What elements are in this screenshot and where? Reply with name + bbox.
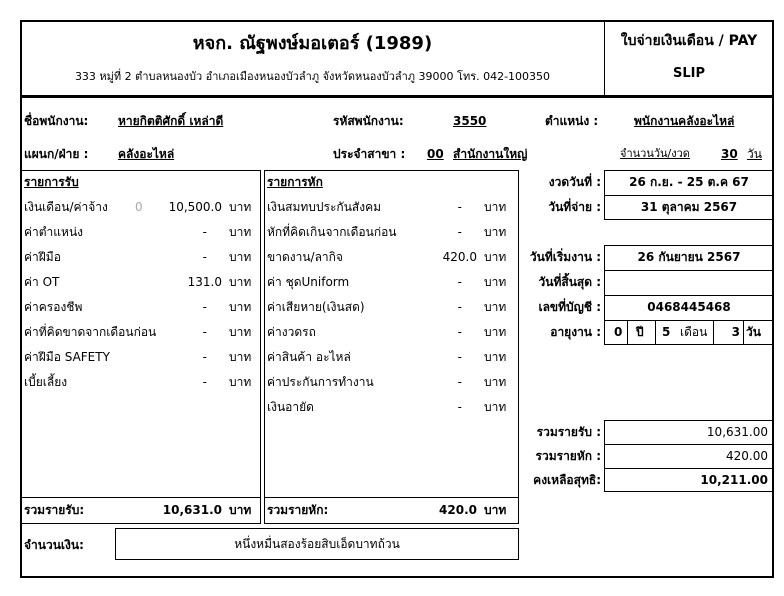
deduction-amount: - — [457, 325, 462, 339]
income-label: ค่าที่คิดขาดจากเดือนก่อน — [24, 325, 157, 339]
period-divider — [604, 195, 774, 196]
income-label: ค่าตำแหน่ง — [24, 225, 84, 239]
age-days-unit: วัน — [746, 325, 761, 339]
income-amount: - — [202, 225, 207, 239]
branch-label: ประจำสาขา : — [333, 147, 406, 161]
deduction-total-divider — [264, 497, 519, 498]
age-years: 0 — [614, 325, 623, 339]
start-date-label: วันที่เริ่มงาน : — [529, 250, 601, 264]
income-unit: บาท — [229, 200, 252, 214]
deduction-label: เงินสมทบประกันสังคม — [267, 200, 382, 214]
deduction-unit: บาท — [484, 275, 507, 289]
dept-value: คลังอะไหล่ — [118, 147, 175, 161]
period-label: งวดวันที่ : — [548, 175, 601, 189]
days-unit: วัน — [747, 147, 762, 161]
end-date-label: วันที่สิ้นสุด : — [538, 275, 601, 289]
deduction-amount: - — [457, 275, 462, 289]
amount-words-label: จำนวนเงิน: — [24, 538, 84, 552]
position-label: ตำแหน่ง : — [545, 114, 599, 128]
deduction-amount: - — [457, 400, 462, 414]
deduction-total-label: รวมรายหัก: — [267, 503, 329, 517]
income-amount: - — [202, 325, 207, 339]
income-total-unit: บาท — [229, 503, 252, 517]
income-total-amount: 10,631.0 — [162, 503, 222, 517]
summary-income-label: รวมรายรับ : — [536, 425, 601, 439]
deduction-label: ค่าเสียหาย(เงินสด) — [267, 300, 365, 314]
income-unit: บาท — [229, 250, 252, 264]
age-divider — [743, 320, 744, 345]
age-divider — [655, 320, 656, 345]
employment-divider — [604, 295, 774, 296]
income-label: ค่าฝีมือ SAFETY — [24, 350, 110, 364]
deduction-amount: - — [457, 375, 462, 389]
deduction-amount: - — [457, 350, 462, 364]
position-value: พนักงานคลังอะไหล่ — [634, 114, 735, 128]
doc-title-line2: SLIP — [672, 66, 705, 81]
income-amount: - — [202, 375, 207, 389]
branch-name: สำนักงานใหญ่ — [453, 147, 528, 161]
employee-name-label: ชื่อพนักงาน: — [24, 114, 89, 128]
company-name: หจก. ณัฐพงษ์มอเตอร์ (1989) — [192, 33, 433, 54]
income-unit: บาท — [229, 275, 252, 289]
deduction-label: ค่างวดรถ — [267, 325, 316, 339]
age-divider — [627, 320, 628, 345]
deduction-amount: - — [457, 200, 462, 214]
service-age-label: อายุงาน : — [550, 325, 601, 339]
summary-income-value: 10,631.00 — [706, 425, 768, 439]
deduction-amount: - — [457, 225, 462, 239]
deduction-unit: บาท — [484, 400, 507, 414]
income-amount: - — [202, 250, 207, 264]
pay-date-label: วันที่จ่าย : — [548, 200, 601, 214]
income-extra-value: 0 — [135, 200, 143, 214]
income-label: ค่าฝีมือ — [24, 250, 61, 264]
divider-line — [20, 96, 774, 98]
income-unit: บาท — [229, 375, 252, 389]
deduction-unit: บาท — [484, 225, 507, 239]
income-header: รายการรับ — [24, 175, 79, 189]
branch-code: 00 — [427, 147, 444, 161]
start-date-value: 26 กันยายน 2567 — [637, 250, 741, 264]
income-amount: - — [202, 300, 207, 314]
age-years-unit: ปี — [636, 325, 644, 339]
income-total-label: รวมรายรับ: — [24, 503, 85, 517]
employment-divider — [604, 320, 774, 321]
period-value: 26 ก.ย. - 25 ต.ค 67 — [629, 175, 749, 189]
deduction-total-unit: บาท — [484, 503, 507, 517]
days-value: 30 — [721, 147, 738, 161]
summary-net-value: 10,211.00 — [700, 473, 768, 487]
income-unit: บาท — [229, 225, 252, 239]
age-days: 3 — [731, 325, 740, 339]
dept-label: แผนก/ฝ่าย : — [24, 147, 89, 161]
employee-code-label: รหัสพนักงาน: — [333, 114, 404, 128]
deduction-label: ขาดงาน/ลากิจ — [267, 250, 343, 264]
employment-divider — [604, 270, 774, 271]
deduction-label: ค่าประกันการทำงาน — [267, 375, 374, 389]
amount-words-text: หนึ่งหมื่นสองร้อยสิบเอ็ดบาทถ้วน — [234, 537, 400, 551]
deduction-label: ค่าสินค้า อะไหล่ — [267, 350, 351, 364]
income-label: เบี้ยเลี้ยง — [24, 375, 68, 389]
summary-deduct-label: รวมรายหัก : — [535, 449, 601, 463]
age-divider — [713, 320, 714, 345]
deduction-unit: บาท — [484, 250, 507, 264]
deduction-amount: 420.0 — [442, 250, 477, 264]
employee-code: 3550 — [453, 114, 487, 128]
deduction-unit: บาท — [484, 350, 507, 364]
summary-divider — [604, 468, 774, 469]
income-label: เงินเดือน/ค่าจ้าง — [24, 200, 108, 214]
days-label: จำนวนวัน/งวด — [620, 147, 690, 160]
summary-deduct-value: 420.00 — [726, 449, 768, 463]
deduction-label: ค่า ชุดUniform — [267, 275, 350, 289]
income-amount: 10,500.0 — [168, 200, 222, 214]
account-label: เลขที่บัญชี : — [538, 300, 601, 314]
deduction-total-amount: 420.0 — [439, 503, 477, 517]
income-unit: บาท — [229, 325, 252, 339]
doc-title-line1: ใบจ่ายเงินเดือน / PAY — [620, 33, 758, 49]
deduction-amount: - — [457, 300, 462, 314]
income-unit: บาท — [229, 350, 252, 364]
deduction-unit: บาท — [484, 325, 507, 339]
income-amount: 131.0 — [187, 275, 222, 289]
deduction-unit: บาท — [484, 200, 507, 214]
deduction-header: รายการหัก — [267, 175, 323, 189]
deduction-label: หักที่คิดเกินจากเดือนก่อน — [267, 225, 397, 239]
employee-name: หายกิตติศักดิ์ เหล่าดี — [118, 114, 224, 128]
deduction-label: เงินอายัด — [267, 400, 314, 414]
company-address: 333 หมู่ที่ 2 ตำบลหนองบัว อำเภอเมืองหนองบัวลำภู จังหวัดหนองบัวลำภู 39000 โทร. 042-100350 — [74, 70, 551, 83]
pay-date-value: 31 ตุลาคม 2567 — [640, 200, 738, 214]
summary-divider — [604, 444, 774, 445]
income-label: ค่า OT — [24, 275, 60, 289]
income-unit: บาท — [229, 300, 252, 314]
income-total-divider — [20, 497, 261, 498]
income-amount: - — [202, 350, 207, 364]
deduction-unit: บาท — [484, 375, 507, 389]
age-months: 5 — [662, 325, 671, 339]
deduction-unit: บาท — [484, 300, 507, 314]
account-value: 0468445468 — [647, 300, 731, 314]
income-label: ค่าครองชีพ — [24, 300, 83, 314]
age-months-unit: เดือน — [680, 325, 708, 339]
summary-net-label: คงเหลือสุทธิ: — [533, 473, 601, 487]
